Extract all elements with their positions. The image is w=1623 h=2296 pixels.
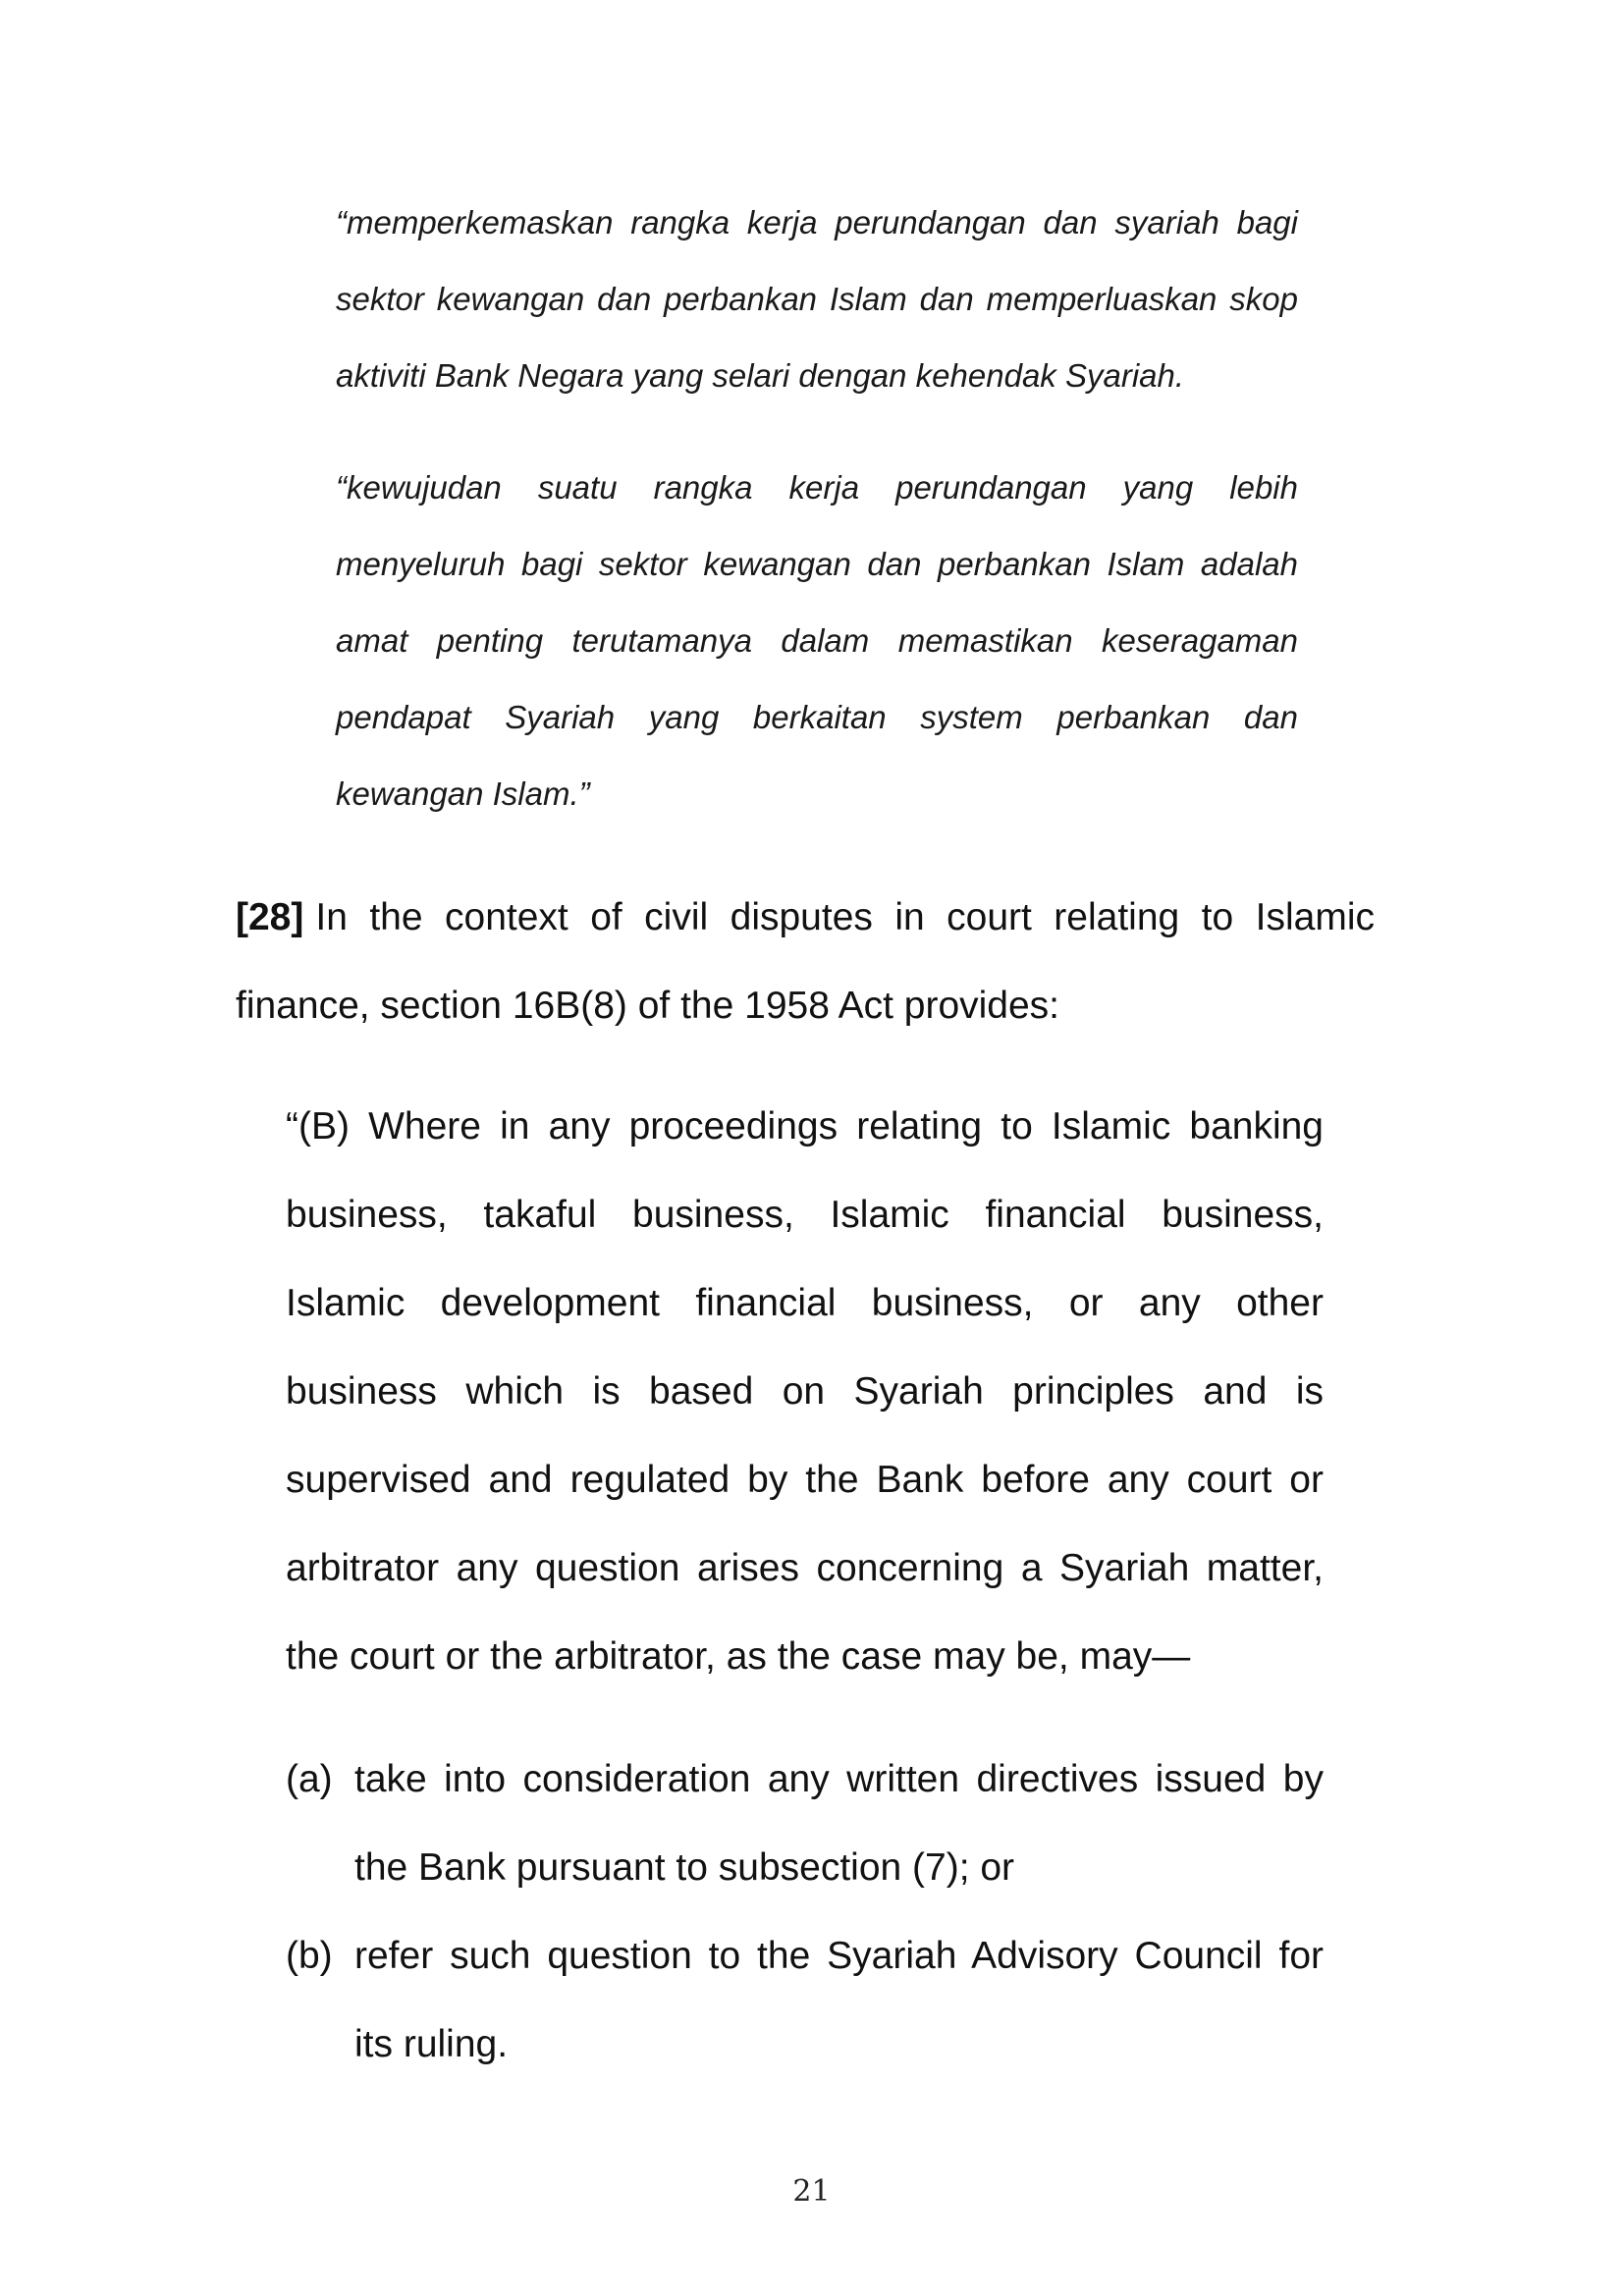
quote-line: menyeluruh bagi sektor kewangan dan perbankan Islam adalah (336, 546, 1298, 582)
malay-quote-2 (336, 450, 1298, 832)
statute-quote (286, 1083, 1324, 1701)
statute-line: “(B) Where in any proceedings relating to Islamic banking (286, 1105, 1324, 1148)
statute-line: Islamic development financial business, or any other (286, 1282, 1324, 1324)
paragraph-text: In the context of civil disputes in court relating to Islamic (315, 896, 1375, 938)
statute-list (286, 1735, 1324, 2089)
quote-line: “kewujudan suatu rangka kerja perundangan yang lebih (336, 469, 1298, 506)
quote-line: pendapat Syariah yang berkaitan system perbankan dan (336, 699, 1298, 735)
quote-line: kewangan Islam.” (336, 775, 590, 812)
paragraph-28 (236, 874, 1375, 1050)
statute-line: business which is based on Syariah principles and is (286, 1370, 1324, 1413)
statute-line: supervised and regulated by the Bank before any court or (286, 1459, 1324, 1501)
list-item-line: take into consideration any written directives issued by (354, 1758, 1324, 1800)
list-item-b (286, 1912, 1324, 2089)
statute-line: the court or the arbitrator, as the case may be, may— (286, 1635, 1191, 1678)
page-number: 21 (792, 2174, 831, 2209)
quote-line: sektor kewangan dan perbankan Islam dan memperluaskan skop (336, 281, 1298, 317)
statute-line: arbitrator any question arises concerning a Syariah matter, (286, 1547, 1324, 1589)
paragraph-number: [28] (236, 896, 304, 938)
quote-line: “memperkemaskan rangka kerja perundangan dan syariah bagi (336, 204, 1298, 240)
paragraph-line: finance, section 16B(8) of the 1958 Act provides: (236, 985, 1060, 1027)
list-marker: (b) (286, 1935, 333, 1977)
malay-quote-1 (336, 185, 1298, 414)
statute-line: business, takaful business, Islamic financial business, (286, 1194, 1324, 1236)
list-item-line: refer such question to the Syariah Advisory Council for (354, 1935, 1324, 1977)
list-item-line: its ruling. (354, 2023, 509, 2065)
list-marker: (a) (286, 1758, 333, 1800)
list-item-line: the Bank pursuant to subsection (7); or (354, 1846, 1015, 1889)
paragraph-line (236, 874, 1375, 962)
list-item-a (286, 1735, 1324, 1912)
quote-line: aktiviti Bank Negara yang selari dengan kehendak Syariah. (336, 357, 1185, 394)
quote-line: amat penting terutamanya dalam memastikan keseragaman (336, 622, 1298, 659)
